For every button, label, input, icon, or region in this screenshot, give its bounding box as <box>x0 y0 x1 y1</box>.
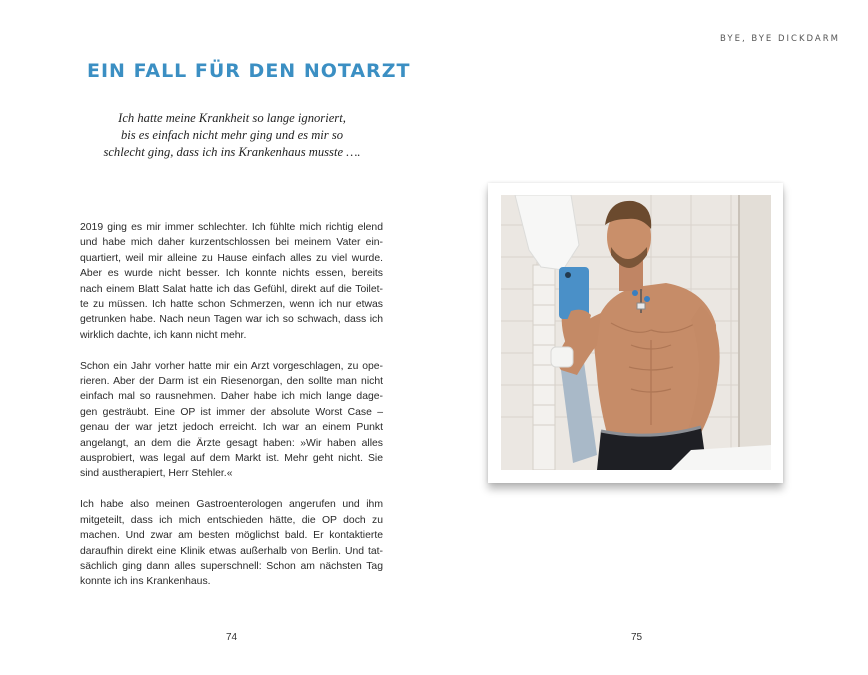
paragraph <box>80 359 383 482</box>
door-edge <box>739 195 771 470</box>
photo-illustration <box>501 195 771 470</box>
text-line: Schon ein Jahr vorher hatte mir ein Arzt vorgeschlagen, zu ope- <box>80 360 383 372</box>
intro-line: bis es einfach nicht mehr ging und es mir so <box>120 128 344 142</box>
text-line: daraufhin direkt eine Klinik etwas außerhalb von Berlin. Und tat- <box>80 545 383 557</box>
text-line: mitgeteilt, dass ich mich entschieden hätte, die OP doch zu <box>80 514 383 526</box>
intro-quote <box>96 110 368 161</box>
text-line: Aber es wurde nicht besser. Ich konnte nichts essen, bereits <box>80 268 383 280</box>
text-line: einfach mal so rausnehmen. Daher habe ich mich lange dage- <box>80 391 383 403</box>
mirror-selfie-photo <box>501 195 771 470</box>
intro-line: Ich hatte meine Krankheit so lange ignoriert, <box>118 111 346 125</box>
page-number-left: 74 <box>226 632 238 643</box>
text-line: ausprobiert, was legal auf dem Markt ist. Mehr geht nicht. Sie <box>80 453 383 465</box>
wrist-bandage <box>551 347 573 367</box>
paragraph <box>80 220 383 343</box>
towel-rail <box>533 265 555 470</box>
text-line: getrunken habe. Nach neun Tagen war ich so schwach, dass ich <box>80 314 383 326</box>
running-head: BYE, BYE DICKDARM <box>720 34 840 44</box>
text-line: machen. Und zwar am besten möglichst bald. Er kontaktierte <box>80 530 383 542</box>
text-line: quartiert, weil mir alleine zu Hause einfach alles zu viel wurde. <box>80 252 383 264</box>
page-number-right: 75 <box>631 632 643 643</box>
paragraph <box>80 497 383 589</box>
polaroid-photo-frame <box>488 183 783 483</box>
text-line: nach einem Blatt Salat hatte ich das Gefühl, direkt auf die Toilet- <box>80 283 383 295</box>
text-line: 2019 ging es mir immer schlechter. Ich fühlte mich richtig elend <box>80 222 383 233</box>
text-line: genau der war jetzt jedoch erreicht. Ich war an einem Punkt <box>80 422 383 434</box>
text-line: te zu müssen. Ich hatte schon Schmerzen, wenn ich nur etwas <box>80 299 383 311</box>
text-line: sächlich ging dann alles superschnell: Schon am nächsten Tag <box>80 560 383 572</box>
text-line: sind austherapiert, Herr Stehler.« <box>80 468 233 480</box>
text-line: wirklich dachte, ich kann nicht mehr. <box>80 329 247 341</box>
text-line: rieren. Aber der Darm ist ein Riesenorgan, den sollte man nicht <box>80 376 383 388</box>
text-line: konnte ich ins Krankenhaus. <box>80 576 211 588</box>
body-text <box>80 220 383 605</box>
text-line: und habe mich daher kurzentschlossen bei meinem Vater ein- <box>80 237 383 249</box>
text-line: gen gesträubt. Eine OP ist immer der absolute Worst Case – <box>80 406 383 418</box>
text-line: angelangt, an dem die Ärzte gesagt haben: »Wir haben alles <box>80 437 383 449</box>
chapter-title: EIN FALL FÜR DEN NOTARZT <box>87 60 411 82</box>
text-line: Ich habe also meinen Gastroenterologen angerufen und ihm <box>80 499 383 511</box>
intro-line: schlecht ging, dass ich ins Krankenhaus musste …. <box>103 145 361 159</box>
